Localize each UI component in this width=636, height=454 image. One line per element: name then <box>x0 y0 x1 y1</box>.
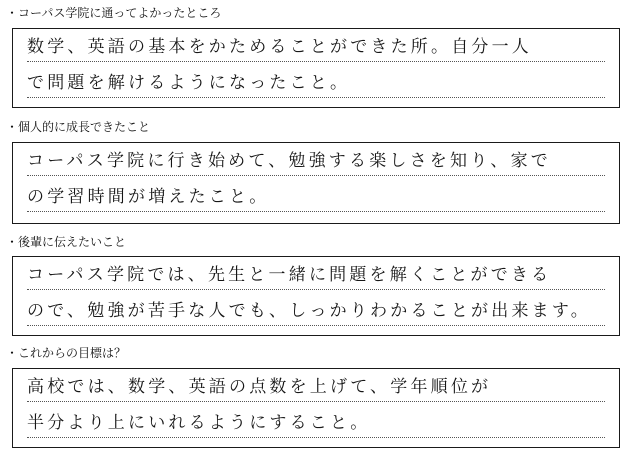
question-label-4: ・これからの目標は？ <box>6 346 127 360</box>
answer-box-1 <box>12 28 620 108</box>
answer-line: 半分より上にいれるようにすること。 <box>27 409 605 438</box>
answer-line: コーパス学院では、先生と一緒に問題を解くことができる <box>27 261 605 290</box>
answer-box-3 <box>12 256 620 336</box>
answer-line: の学習時間が増えたこと。 <box>27 183 605 212</box>
answer-line: 高校では、数学、英語の点数を上げて、学年順位が <box>27 373 605 402</box>
answer-line: ので、勉強が苦手な人でも、しっかりわかることが出来ます。 <box>27 297 605 326</box>
question-label-1: ・コーパス学院に通ってよかったところ <box>6 6 222 20</box>
answer-line: コーパス学院に行き始めて、勉強する楽しさを知り、家で <box>27 147 605 176</box>
answer-box-4 <box>12 368 620 448</box>
answer-line: 数学、英語の基本をかためることができた所。自分一人 <box>27 33 605 62</box>
answer-line: で問題を解けるようになったこと。 <box>27 69 605 98</box>
question-label-3: ・後輩に伝えたいこと <box>6 235 127 249</box>
answer-box-2 <box>12 142 620 224</box>
question-label-2: ・個人的に成長できたこと <box>6 120 151 134</box>
